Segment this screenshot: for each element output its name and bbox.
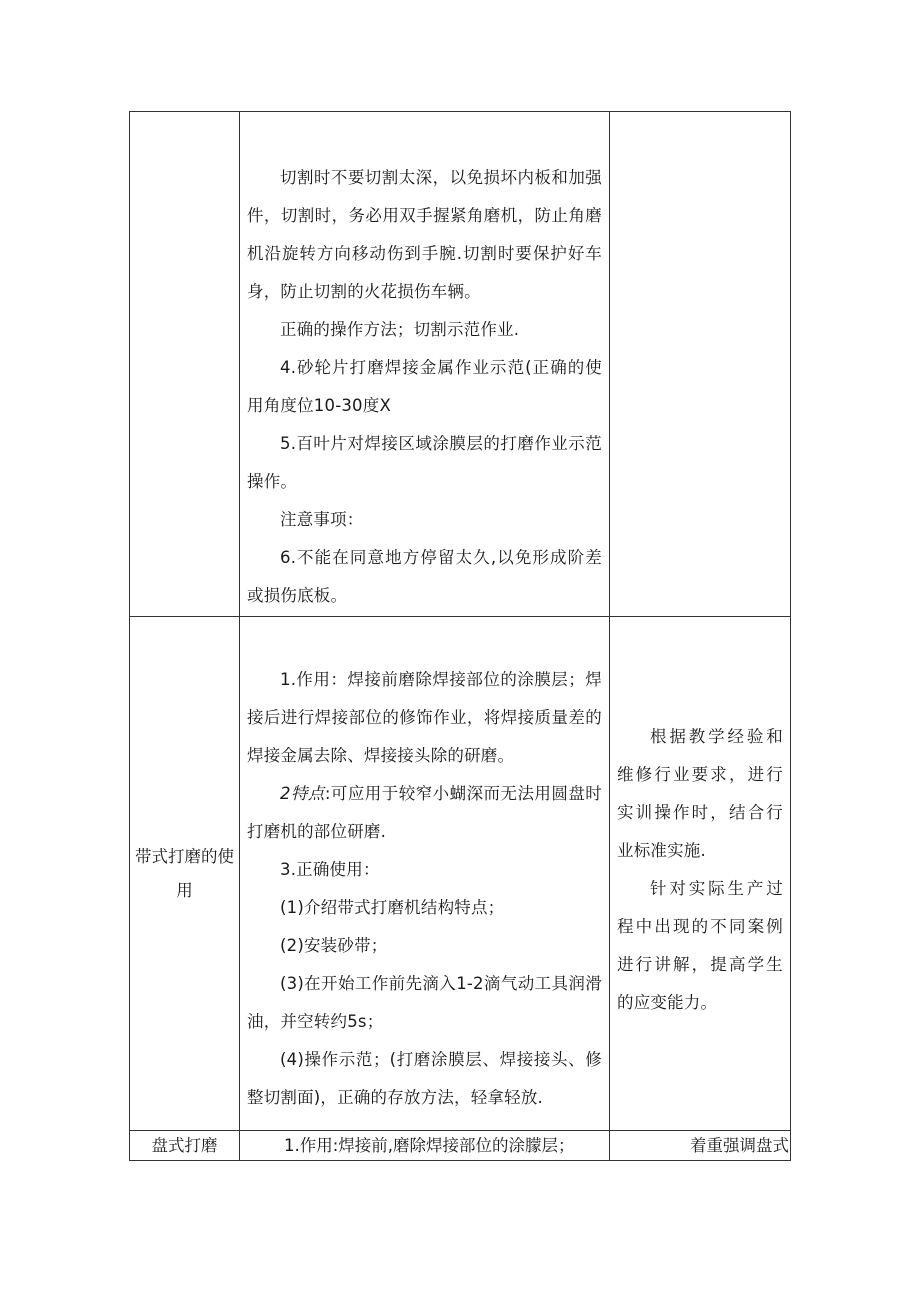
lesson-plan-table (129, 111, 791, 1161)
item-label: 盘式打磨 (151, 1136, 218, 1155)
notes-cell (610, 112, 791, 617)
content-paragraph: (4)操作示范；(打磨涂膜层、焊接接头、修整切割面)，正确的存放方法，轻拿轻放. (247, 1050, 602, 1107)
item-cell (130, 617, 240, 1131)
feature-label: 2特点 (280, 784, 325, 803)
content-paragraph: (2)安装砂带； (280, 936, 388, 955)
content-paragraph: 4.砂轮片打磨焊接金属作业示范(正确的使用角度位10-30度X (247, 358, 602, 415)
content-paragraph: 3.正确使用： (280, 860, 380, 879)
notes-cell (610, 1131, 791, 1161)
notes-cell (610, 617, 791, 1131)
content-cell (240, 617, 610, 1131)
note-paragraph: 根据教学经验和维修行业要求，进行实训操作时，结合行业标准实施. (617, 727, 783, 860)
table-row (130, 112, 791, 617)
content-cell (240, 112, 610, 617)
table-row (130, 617, 791, 1131)
item-label: 带式打磨的使用 (135, 846, 234, 900)
note-paragraph: 针对实际生产过程中出现的不同案例进行讲解，提高学生的应变能力。 (617, 879, 783, 1012)
content-paragraph: 正确的操作方法；切割示范作业. (280, 320, 520, 339)
content-paragraph (247, 775, 602, 851)
note-paragraph: 着重强调盘式 (690, 1136, 789, 1155)
table-row (130, 1131, 791, 1161)
item-cell (130, 112, 240, 617)
item-cell (130, 1131, 240, 1161)
content-paragraph: (1)介绍带式打磨机结构特点； (280, 898, 505, 917)
content-paragraph: 1.作用：焊接前磨除焊接部位的涂膜层；焊接后进行焊接部位的修饰作业，将焊接质量差的焊接金属去除、焊接接头除的研磨。 (247, 670, 602, 765)
content-paragraph: (3)在开始工作前先滴入1-2滴气动工具润滑油，并空转约5s； (247, 974, 602, 1031)
content-cell (240, 1131, 610, 1161)
content-paragraph: 6.不能在同意地方停留太久,以免形成阶差或损伤底板。 (247, 548, 602, 605)
content-paragraph: 5.百叶片对焊接区域涂膜层的打磨作业示范操作。 (247, 434, 602, 491)
content-paragraph: 1.作用:焊接前,磨除焊接部位的涂朦层； (284, 1136, 575, 1155)
content-paragraph: 注意事项： (280, 510, 364, 529)
feature-text: :可应用于较窄小蝴深而无法用圆盘时打磨机的部位研磨. (247, 784, 602, 841)
content-paragraph: 切割时不要切割太深，以免损坏内板和加强件，切割时，务必用双手握紧角磨机，防止角磨机沿旋转方向移动伤到手腕.切割时要保护好车身，防止切割的火花损伤车辆。 (247, 168, 602, 301)
